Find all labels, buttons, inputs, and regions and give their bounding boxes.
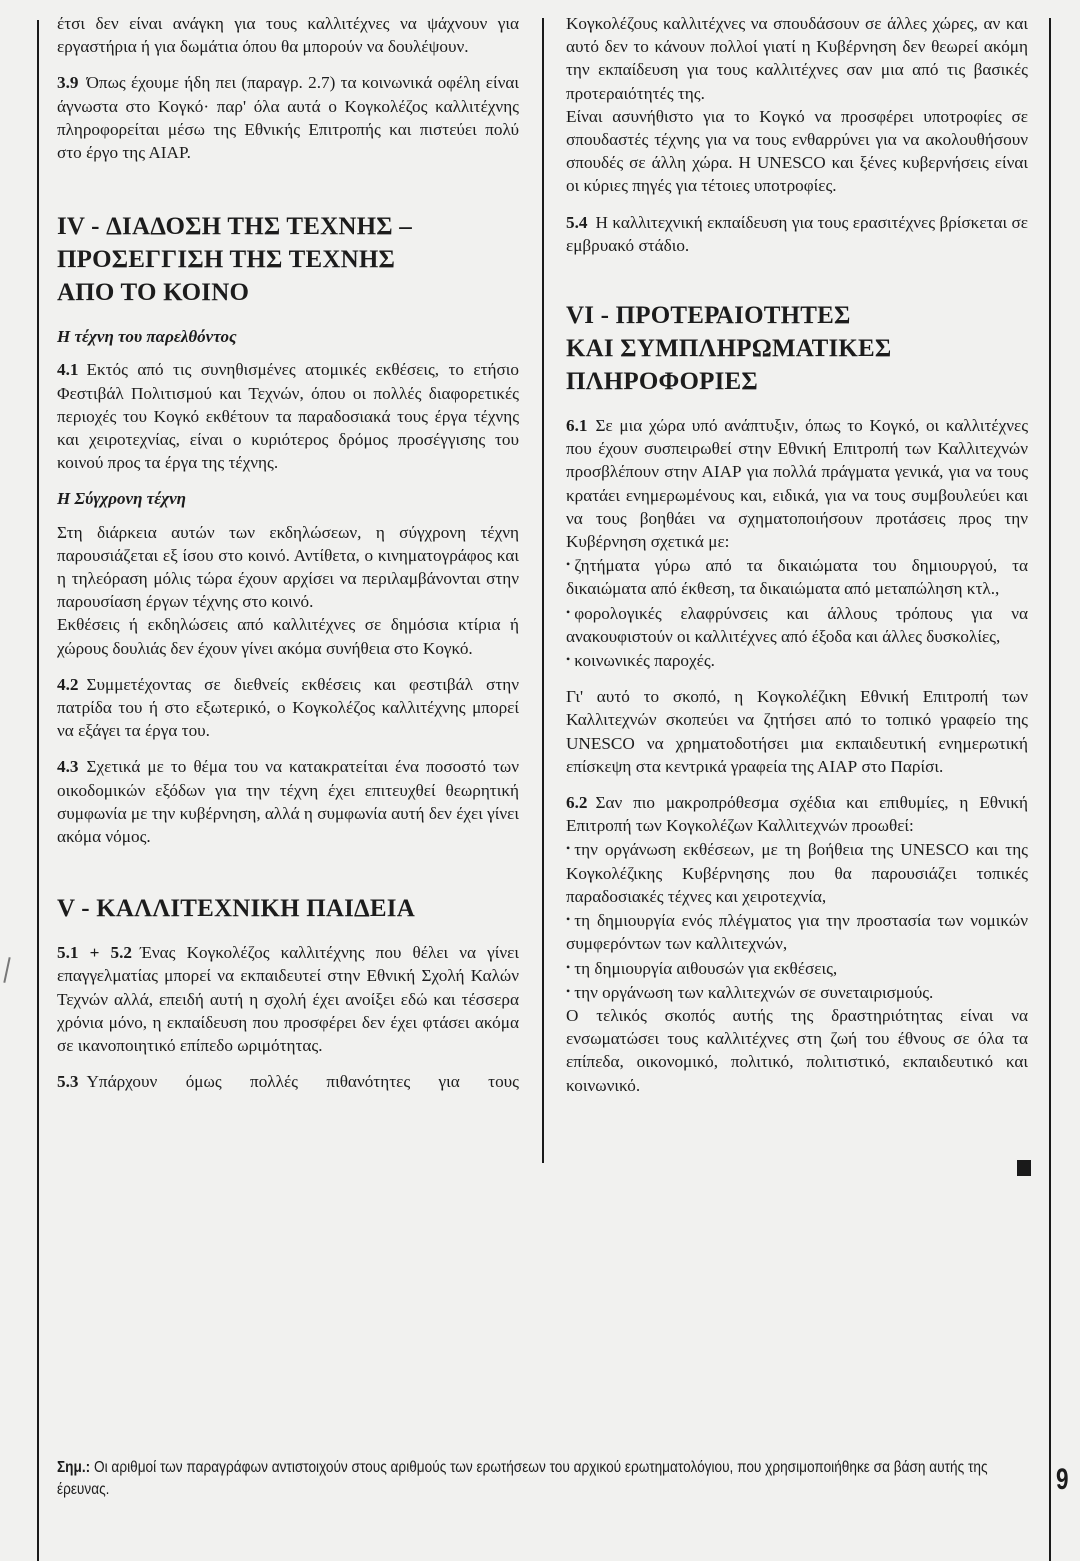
list-item <box>566 956 1028 980</box>
heading-line: VI - ΠΡΟΤΕΡΑΙΟΤΗΤΕΣ <box>566 302 851 330</box>
heading-line: ΚΑΙ ΣΥΜΠΛΗΡΩΜΑΤΙΚΕΣ <box>566 335 892 363</box>
column-divider-rule <box>542 18 544 1163</box>
list-item-text: την οργάνωση των καλλιτεχνών σε συνεταιρισμούς. <box>574 982 934 1002</box>
heading-line: ΑΠΟ ΤΟ ΚΟΙΝΟ <box>57 279 250 307</box>
paragraph-text: Συμμετέχοντας σε διεθνείς εκθέσεις και φεστιβάλ στην πατρίδα του ή στο εξωτερικό, ο Κογκολέζος καλλιτέχνης μπορεί να εξάγει τα έργα του. <box>57 674 519 741</box>
section-iv-heading <box>57 210 519 309</box>
paragraph-5-3 <box>57 1070 519 1093</box>
paragraph-6-2 <box>566 791 1028 837</box>
list-item-text: τη δημιουργία ενός πλέγματος για την προστασία των νομικών συμφερόντων των καλλιτεχνών, <box>566 911 1028 954</box>
bullet-icon: • <box>566 557 571 572</box>
page-number: 9 <box>1056 1463 1069 1496</box>
paragraph-6-1-conclusion: Γι' αυτό το σκοπό, η Κογκολέζικη Εθνική Επιτροπή των Καλλιτεχνών σκοπεύει να ζητήσει από το τοπικό γραφείο της UNESCO να χρηματοδοτήσει μια εκπαιδευτική ενημερωτική επίσκεψη στα κεντρικά γραφεία της ΑΙΑΡ στο Παρίσι. <box>566 687 1028 776</box>
list-item-text: την οργάνωση εκθέσεων, με τη βοήθεια της UNESCO και της Κογκολέζικης Κυβέρνησης που θα παρουσιάζει τοπικές παραδοσιακές τέχνες και χειροτεχνία, <box>566 840 1028 906</box>
paragraph-4-1 <box>57 358 519 474</box>
paragraph-5-3-continued: Κογκολέζους καλλιτέχνες να σπουδάσουν σε άλλες χώρες, αν και αυτό δεν το κάνουν πολλοί γιατί η Κυβέρνηση δεν θεωρεί ακόμη την εκπαίδευση για τους καλλιτέχνες σαν μια από τις βασικές προτεραιότητές της. <box>566 14 1028 103</box>
footnote-label: Σημ.: <box>57 1459 91 1476</box>
paragraph-text: Η καλλιτεχνική εκπαίδευση για τους ερασιτέχνες βρίσκεται σε εμβρυακό στάδιο. <box>566 212 1028 255</box>
list-item-text: κοινωνικές παροχές. <box>574 651 715 671</box>
paragraph-5-1-5-2 <box>57 941 519 1057</box>
list-item-text: φορολογικές ελαφρύνσεις και άλλους τρόπους για να ανακουφιστούν οι καλλιτέχνες από έξοδα και άλλες δυσκολίες, <box>566 603 1028 646</box>
list-item <box>566 648 1028 672</box>
paragraph-3-9 <box>57 71 519 164</box>
footnote <box>57 1457 1034 1501</box>
paragraph-number: 5.3 <box>57 1072 79 1092</box>
bullet-icon: • <box>566 604 571 619</box>
paragraph-number: 3.9 <box>57 73 79 93</box>
heading-line: ΠΛΗΡΟΦΟΡΙΕΣ <box>566 368 758 396</box>
bullet-icon: • <box>566 652 571 667</box>
end-of-article-square-icon <box>1017 1160 1031 1176</box>
paragraph-text: Σχετικά με το θέμα του να κατακρατείται ένα ποσοστό των οικοδομικών εξόδων για την τέχνη έχει επιτευχθεί θεωρητική συμφωνία με την κυβέρνηση, αλλά η συμφωνία αυτή δεν έχει γίνει ακόμα νόμος. <box>57 757 520 847</box>
right-column <box>566 12 1028 1110</box>
paragraph-text: Σαν πιο μακροπρόθεσμα σχέδια και επιθυμίες, η Εθνική Επιτροπή των Κογκολέζων Καλλιτεχνών προωθεί: <box>566 793 1028 836</box>
paragraph-6-2-conclusion: Ο τελικός σκοπός αυτής της δραστηριότητας είναι να ενσωματώσει τους καλλιτέχνες στη ζωή του έθνους σε όλα τα επίπεδα, οικονομικό, πολιτικό, πολιτιστικό, εκπαιδευτικό και κοινωνικό. <box>566 1005 1028 1095</box>
contemporary-paragraph-1: Στη διάρκεια αυτών των εκδηλώσεων, η σύγχρονη τέχνη παρουσιάζεται εξ ίσου στο κοινό. Αντίθετα, ο κινηματογράφος και η τηλεόραση μόλις τώρα έχουν αρχίσει να περιλαμβάνονται στην παρουσίαση έργων τέχνης στο κοινό. <box>57 522 519 612</box>
paragraph-6-1 <box>566 414 1028 553</box>
paragraph-number: 6.1 <box>566 416 588 436</box>
paragraph-6-1-bullet-list <box>566 553 1028 672</box>
paragraph-5-4 <box>566 211 1028 257</box>
paragraph-text: Σε μια χώρα υπό ανάπτυξιν, όπως το Κογκό, οι καλλιτέχνες που έχουν συσπειρωθεί στην Εθνική Επιτροπή των Καλλιτεχνών προσβλέπουν στην ΑΙΑΡ για πολλά πράγματα γενικά, για να τους κρατάει ενημερωμένους και, ειδικά, για να τους συμβουλεύει και να τους βοηθάει να σχηματοποιήσουν προτάσεις προς την Κυβέρνηση σχετικά με: <box>566 416 1028 552</box>
paragraph-number: 4.3 <box>57 757 79 777</box>
paragraph-number: 5.4 <box>566 212 588 232</box>
subheading-contemporary-art: Η Σύγχρονη τέχνη <box>57 489 186 509</box>
section-vi-heading <box>566 299 1028 398</box>
paragraph-4-2 <box>57 673 519 743</box>
paragraph-4-3 <box>57 755 519 848</box>
footnote-text: Οι αριθμοί των παραγράφων αντιστοιχούν στους αριθμούς των ερωτήσεων του αρχικού ερωτηματολόγιου, που χρησιμοποιήθηκε σα βάση αυτής της έρευνας. <box>57 1459 988 1498</box>
paragraph-number: 6.2 <box>566 793 588 813</box>
right-border-rule <box>1049 18 1051 1561</box>
list-item <box>566 553 1028 600</box>
paragraph-5-3-continued-2: Είναι ασυνήθιστο για το Κογκό να προσφέρει υποτροφίες σε σπουδαστές τέχνης για να τους ενθαρρύνει για να ακολουθήσουν σπουδές σε άλλη χώρα. Η UNESCO και ξένες κυβερνήσεις είναι οι κύριες πηγές για τέτοιες υποτροφίες. <box>566 106 1028 196</box>
paragraph-number: 5.1 + 5.2 <box>57 943 132 963</box>
left-border-rule <box>37 20 39 1561</box>
list-item <box>566 837 1028 908</box>
paragraph-text: Ένας Κογκολέζος καλλιτέχνης που θέλει να γίνει επαγγελματίας μπορεί να εκπαιδευτεί στην Εθνική Σχολή Καλών Τεχνών αλλά, επειδή αυτή η σχολή έχει ανοίξει εδώ και τέσσερα χρόνια μόνο, η εκπαίδευση που προσφέρει δεν έχει φτάσει ακόμα σε ικανοποιητικό επίπεδο ωριμότητας. <box>57 943 519 1056</box>
heading-line: ΠΡΟΣΕΓΓΙΣΗ ΤΗΣ ΤΕΧΝΗΣ <box>57 246 396 274</box>
paragraph-text: Όπως έχουμε ήδη πει (παραγρ. 2.7) τα κοινωνικά οφέλη είναι άγνωστα στο Κογκό· παρ' όλα αυτά ο Κογκολέζος καλλιτέχνης πληροφορείται μέσω της Εθνικής Επιτροπής και πιστεύει πολύ στο έργο της ΑΙΑΡ. <box>57 73 519 163</box>
bullet-icon: • <box>566 841 571 856</box>
paragraph-number: 4.1 <box>57 360 79 380</box>
bullet-icon: • <box>566 983 571 998</box>
list-item-text: τη δημιουργία αιθουσών για εκθέσεις, <box>574 958 838 978</box>
paragraph-number: 4.2 <box>57 674 79 694</box>
paragraph-text: Υπάρχουν όμως πολλές πιθανότητες για τους <box>86 1072 519 1092</box>
list-item-text: ζητήματα γύρω από τα δικαιώματα του δημιουργού, τα δικαιώματα από έκθεση, τα δικαιώματα από μεταπώληση κτλ., <box>566 556 1028 599</box>
left-column <box>57 12 519 1107</box>
contemporary-paragraph-2: Εκθέσεις ή εκδηλώσεις από καλλιτέχνες σε δημόσια κτίρια ή χώρους δουλιάς δεν έχουν γίνει ακόμα συνήθεια στο Κογκό. <box>57 615 519 658</box>
margin-pencil-mark <box>3 957 10 983</box>
list-item <box>566 601 1028 648</box>
list-item <box>566 980 1028 1004</box>
section-v-heading: V - ΚΑΛΛΙΤΕΧΝΙΚΗ ΠΑΙΔΕΙΑ <box>57 895 415 923</box>
subheading-past-art: Η τέχνη του παρελθόντος <box>57 327 237 347</box>
paragraph-text: Εκτός από τις συνηθισμένες ατομικές εκθέσεις, το ετήσιο Φεστιβάλ Πολιτισμού και Τεχνών, όπου οι πολλές διαφορετικές περιοχές του Κογκό εκθέτουν τα παραδοσιακά τους έργα τέχνης και χειροτεχνίας, είναι ο κυριότερος δρόμος προσέγγισης του κοινού προς τα έργα της τέχνης. <box>57 360 519 473</box>
bullet-icon: • <box>566 912 571 927</box>
paragraph-6-2-bullet-list <box>566 837 1028 1003</box>
list-item <box>566 908 1028 955</box>
bullet-icon: • <box>566 959 571 974</box>
heading-line: IV - ΔΙΑΔΟΣΗ ΤΗΣ ΤΕΧΝΗΣ – <box>57 213 412 241</box>
intro-paragraph: έτσι δεν είναι ανάγκη για τους καλλιτέχνες να ψάχνουν για εργαστήρια ή για δωμάτια όπου θα μπορούν να δουλέψουν. <box>57 14 519 57</box>
